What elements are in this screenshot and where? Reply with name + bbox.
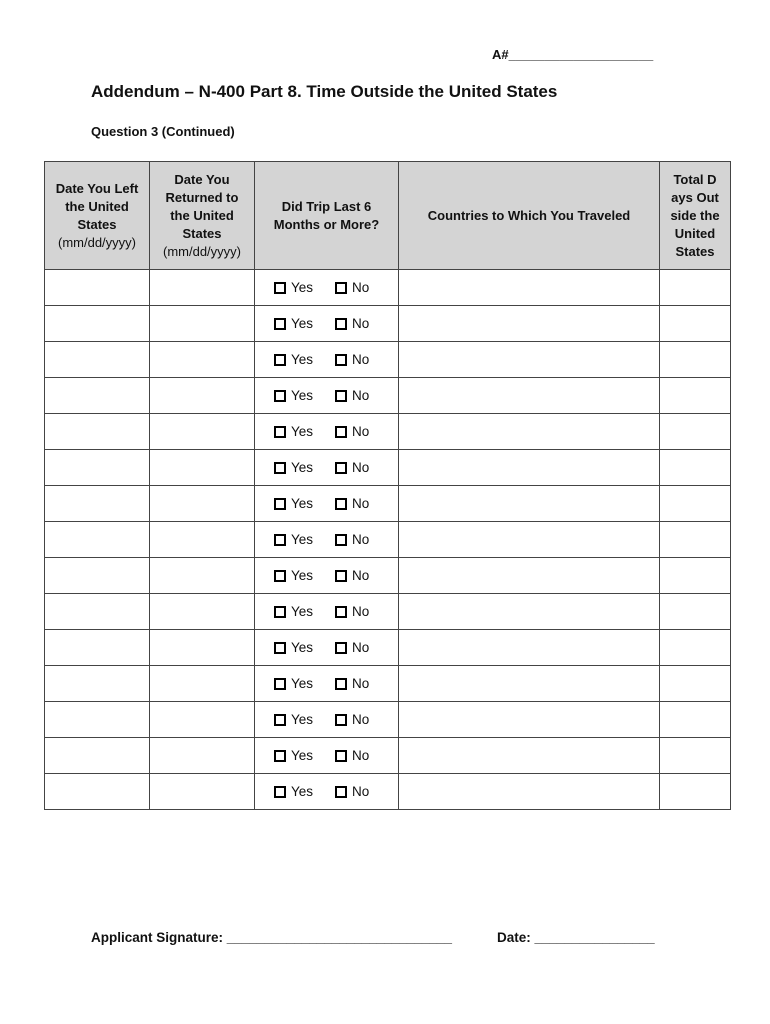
no-checkbox[interactable] bbox=[335, 426, 347, 438]
countries-cell[interactable] bbox=[399, 486, 660, 522]
yes-checkbox[interactable] bbox=[274, 426, 286, 438]
yes-checkbox[interactable] bbox=[274, 390, 286, 402]
yes-checkbox[interactable] bbox=[274, 678, 286, 690]
applicant-signature-line: Applicant Signature: ______________________________ bbox=[91, 930, 452, 945]
yes-label: Yes bbox=[291, 676, 314, 691]
no-label: No bbox=[352, 352, 370, 367]
total-days-cell[interactable] bbox=[660, 342, 731, 378]
date-left-cell[interactable] bbox=[45, 342, 150, 378]
total-days-cell[interactable] bbox=[660, 270, 731, 306]
yes-label: Yes bbox=[291, 748, 314, 763]
no-label: No bbox=[352, 748, 370, 763]
table-row bbox=[45, 414, 731, 450]
total-days-cell[interactable] bbox=[660, 378, 731, 414]
total-days-cell[interactable] bbox=[660, 666, 731, 702]
yes-label: Yes bbox=[291, 712, 314, 727]
date-returned-cell[interactable] bbox=[150, 666, 255, 702]
no-checkbox[interactable] bbox=[335, 570, 347, 582]
yes-label: Yes bbox=[291, 460, 314, 475]
no-checkbox[interactable] bbox=[335, 498, 347, 510]
no-label: No bbox=[352, 280, 370, 295]
countries-cell[interactable] bbox=[399, 702, 660, 738]
date-returned-cell[interactable] bbox=[150, 630, 255, 666]
question-heading: Question 3 (Continued) bbox=[91, 124, 235, 139]
six-months-cell bbox=[255, 774, 399, 810]
countries-cell[interactable] bbox=[399, 378, 660, 414]
six-months-cell bbox=[255, 666, 399, 702]
date-left-cell[interactable] bbox=[45, 522, 150, 558]
signature-date-line: Date: ________________ bbox=[497, 930, 655, 945]
countries-cell[interactable] bbox=[399, 522, 660, 558]
no-label: No bbox=[352, 316, 370, 331]
table-row bbox=[45, 450, 731, 486]
table-row bbox=[45, 774, 731, 810]
countries-cell[interactable] bbox=[399, 270, 660, 306]
table-row bbox=[45, 666, 731, 702]
date-returned-cell[interactable] bbox=[150, 558, 255, 594]
total-days-cell[interactable] bbox=[660, 738, 731, 774]
no-label: No bbox=[352, 424, 370, 439]
yes-checkbox[interactable] bbox=[274, 606, 286, 618]
no-checkbox[interactable] bbox=[335, 462, 347, 474]
yes-label: Yes bbox=[291, 604, 314, 619]
no-checkbox[interactable] bbox=[335, 786, 347, 798]
table-header-row bbox=[45, 162, 731, 270]
yes-label: Yes bbox=[291, 496, 314, 511]
table-row bbox=[45, 342, 731, 378]
date-left-cell[interactable] bbox=[45, 666, 150, 702]
total-days-cell[interactable] bbox=[660, 450, 731, 486]
header-six-months: Did Trip Last 6 Months or More? bbox=[255, 162, 399, 270]
no-checkbox[interactable] bbox=[335, 750, 347, 762]
date-returned-cell[interactable] bbox=[150, 270, 255, 306]
six-months-cell bbox=[255, 738, 399, 774]
yes-label: Yes bbox=[291, 568, 314, 583]
table-row bbox=[45, 558, 731, 594]
date-left-cell[interactable] bbox=[45, 630, 150, 666]
no-label: No bbox=[352, 640, 370, 655]
six-months-cell bbox=[255, 306, 399, 342]
date-returned-cell[interactable] bbox=[150, 486, 255, 522]
header-countries: Countries to Which You Traveled bbox=[399, 162, 660, 270]
yes-label: Yes bbox=[291, 784, 314, 799]
total-days-cell[interactable] bbox=[660, 702, 731, 738]
table-row bbox=[45, 702, 731, 738]
date-left-cell[interactable] bbox=[45, 378, 150, 414]
countries-cell[interactable] bbox=[399, 306, 660, 342]
total-days-cell[interactable] bbox=[660, 486, 731, 522]
yes-checkbox[interactable] bbox=[274, 282, 286, 294]
no-checkbox[interactable] bbox=[335, 354, 347, 366]
date-returned-cell[interactable] bbox=[150, 738, 255, 774]
six-months-cell bbox=[255, 342, 399, 378]
no-checkbox[interactable] bbox=[335, 534, 347, 546]
header-date-left: Date You Left the United States (mm/dd/yyyy) bbox=[45, 162, 150, 270]
no-label: No bbox=[352, 388, 370, 403]
date-left-cell[interactable] bbox=[45, 450, 150, 486]
countries-cell[interactable] bbox=[399, 666, 660, 702]
date-left-cell[interactable] bbox=[45, 558, 150, 594]
yes-label: Yes bbox=[291, 424, 314, 439]
date-returned-cell[interactable] bbox=[150, 378, 255, 414]
countries-cell[interactable] bbox=[399, 774, 660, 810]
countries-cell[interactable] bbox=[399, 450, 660, 486]
date-left-cell[interactable] bbox=[45, 270, 150, 306]
total-days-cell[interactable] bbox=[660, 414, 731, 450]
yes-label: Yes bbox=[291, 532, 314, 547]
date-left-cell[interactable] bbox=[45, 702, 150, 738]
table-row bbox=[45, 630, 731, 666]
no-label: No bbox=[352, 568, 370, 583]
countries-cell[interactable] bbox=[399, 558, 660, 594]
total-days-cell[interactable] bbox=[660, 630, 731, 666]
no-checkbox[interactable] bbox=[335, 642, 347, 654]
trips-table bbox=[44, 161, 731, 810]
six-months-cell bbox=[255, 594, 399, 630]
table-row bbox=[45, 486, 731, 522]
date-returned-cell[interactable] bbox=[150, 414, 255, 450]
countries-cell[interactable] bbox=[399, 414, 660, 450]
no-checkbox[interactable] bbox=[335, 714, 347, 726]
date-left-cell[interactable] bbox=[45, 774, 150, 810]
yes-label: Yes bbox=[291, 388, 314, 403]
no-label: No bbox=[352, 712, 370, 727]
total-days-cell[interactable] bbox=[660, 306, 731, 342]
no-checkbox[interactable] bbox=[335, 606, 347, 618]
six-months-cell bbox=[255, 522, 399, 558]
yes-checkbox[interactable] bbox=[274, 354, 286, 366]
total-days-cell[interactable] bbox=[660, 594, 731, 630]
no-checkbox[interactable] bbox=[335, 390, 347, 402]
six-months-cell bbox=[255, 378, 399, 414]
table-row bbox=[45, 522, 731, 558]
date-returned-cell[interactable] bbox=[150, 522, 255, 558]
yes-label: Yes bbox=[291, 640, 314, 655]
no-checkbox[interactable] bbox=[335, 318, 347, 330]
no-label: No bbox=[352, 496, 370, 511]
yes-checkbox[interactable] bbox=[274, 642, 286, 654]
six-months-cell bbox=[255, 558, 399, 594]
page-title: Addendum – N-400 Part 8. Time Outside the United States bbox=[91, 82, 558, 101]
date-left-cell[interactable] bbox=[45, 306, 150, 342]
six-months-cell bbox=[255, 414, 399, 450]
table-row bbox=[45, 270, 731, 306]
no-label: No bbox=[352, 784, 370, 799]
date-returned-cell[interactable] bbox=[150, 450, 255, 486]
yes-checkbox[interactable] bbox=[274, 714, 286, 726]
no-label: No bbox=[352, 460, 370, 475]
date-returned-cell[interactable] bbox=[150, 774, 255, 810]
yes-checkbox[interactable] bbox=[274, 534, 286, 546]
no-checkbox[interactable] bbox=[335, 282, 347, 294]
yes-checkbox[interactable] bbox=[274, 498, 286, 510]
countries-cell[interactable] bbox=[399, 630, 660, 666]
six-months-cell bbox=[255, 270, 399, 306]
six-months-cell bbox=[255, 450, 399, 486]
date-returned-cell[interactable] bbox=[150, 702, 255, 738]
no-label: No bbox=[352, 604, 370, 619]
header-date-returned: Date You Returned to the United States (mm/dd/yyyy) bbox=[150, 162, 255, 270]
no-checkbox[interactable] bbox=[335, 678, 347, 690]
header-total-days: Total Days Outside the United States bbox=[660, 162, 731, 270]
yes-checkbox[interactable] bbox=[274, 750, 286, 762]
total-days-cell[interactable] bbox=[660, 558, 731, 594]
date-left-cell[interactable] bbox=[45, 486, 150, 522]
countries-cell[interactable] bbox=[399, 594, 660, 630]
no-label: No bbox=[352, 676, 370, 691]
yes-label: Yes bbox=[291, 280, 314, 295]
six-months-cell bbox=[255, 630, 399, 666]
yes-label: Yes bbox=[291, 316, 314, 331]
date-left-cell[interactable] bbox=[45, 414, 150, 450]
yes-checkbox[interactable] bbox=[274, 318, 286, 330]
no-label: No bbox=[352, 532, 370, 547]
date-left-cell[interactable] bbox=[45, 738, 150, 774]
yes-label: Yes bbox=[291, 352, 314, 367]
countries-cell[interactable] bbox=[399, 738, 660, 774]
date-returned-cell[interactable] bbox=[150, 594, 255, 630]
six-months-cell bbox=[255, 702, 399, 738]
total-days-cell[interactable] bbox=[660, 774, 731, 810]
table-row bbox=[45, 378, 731, 414]
date-returned-cell[interactable] bbox=[150, 306, 255, 342]
countries-cell[interactable] bbox=[399, 342, 660, 378]
yes-checkbox[interactable] bbox=[274, 786, 286, 798]
six-months-cell bbox=[255, 486, 399, 522]
table-row bbox=[45, 738, 731, 774]
yes-checkbox[interactable] bbox=[274, 570, 286, 582]
date-left-cell[interactable] bbox=[45, 594, 150, 630]
total-days-cell[interactable] bbox=[660, 522, 731, 558]
table-row bbox=[45, 306, 731, 342]
yes-checkbox[interactable] bbox=[274, 462, 286, 474]
a-number-field: A#____________________ bbox=[492, 47, 654, 62]
table-row bbox=[45, 594, 731, 630]
date-returned-cell[interactable] bbox=[150, 342, 255, 378]
